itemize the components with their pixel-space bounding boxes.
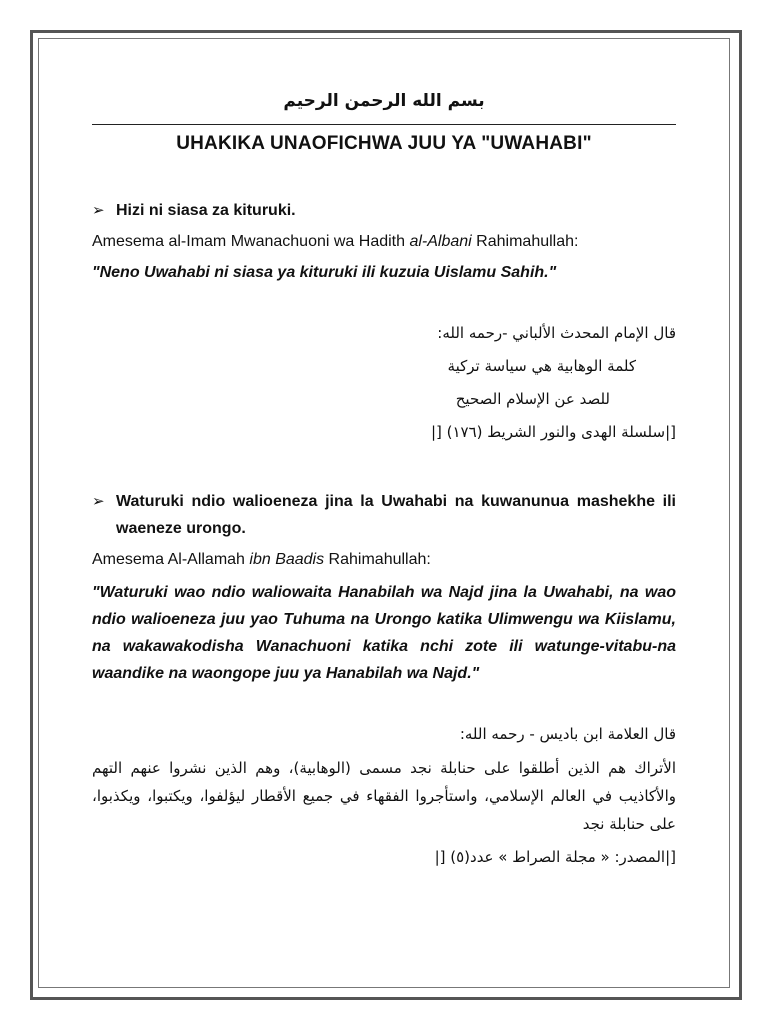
section1-intro	[92, 228, 676, 255]
arabic-source-2: [|المصدر: « مجلة الصراط » عدد(٥) [|	[434, 848, 676, 866]
arabic-line-2: كلمة الوهابية هي سياسة تركية	[447, 357, 636, 375]
section1-bullet	[92, 197, 676, 224]
arabic-line-1: قال الإمام المحدث الألباني -رحمه الله:	[437, 324, 676, 342]
section2-intro-suffix: Rahimahullah:	[324, 551, 431, 568]
page-title: UHAKIKA UNAOFICHWA JUU YA "UWAHABI"	[176, 133, 592, 154]
title-divider	[92, 124, 676, 125]
section2-intro-prefix: Amesema Al-Allamah	[92, 551, 250, 568]
arabic-source-1: [|سلسلة الهدى والنور الشريط (١٧٦) [|	[430, 423, 676, 441]
bullet-arrow-icon: ➢	[92, 493, 105, 510]
section1-intro-name: al-Albani	[409, 233, 472, 250]
section2-intro-name: ibn Baadis	[249, 551, 325, 568]
section1-bullet-text: Hizi ni siasa za kituruki.	[116, 202, 296, 219]
section1-quote: "Neno Uwahabi ni siasa ya kituruki ili kuzuia Uislamu Sahih."	[92, 264, 557, 281]
bullet-arrow-icon: ➢	[92, 202, 105, 219]
section2-bullet-text: Waturuki ndio walioeneza jina la Uwahabi na kuwanunua mashekhe ili waeneze urongo.	[116, 493, 676, 537]
section2-intro	[92, 546, 676, 573]
arabic-heading-2: قال العلامة ابن باديس - رحمه الله:	[459, 725, 676, 743]
arabic-line-3: للصد عن الإسلام الصحيح	[455, 390, 610, 408]
section2-quote: "Waturuki wao ndio waliowaita Hanabilah wa Najd jina la Uwahabi, na wao ndio walioeneza juu yao Tuhuma na Urongo katika Ulimwengu wa Kiislamu, na wakawakodisha Wanachuoni katika nchi zote ili watunge-vitabu-na waandike na waongope juu ya Hanabilah wa Najd."	[92, 584, 676, 682]
basmala: بسم الله الرحمن الرحيم	[283, 91, 485, 111]
arabic-paragraph-2: الأتراك هم الذين أطلقوا على حنابلة نجد مسمى (الوهابية)، وهم الذين نشروا عنهم التهم والأكاذيب في العالم الإسلامي، واستأجروا الفقهاء في جميع الأقطار ليؤلفوا، ويكتبوا، ويكذبوا، على حنابلة نجد	[92, 759, 676, 833]
section1-intro-suffix: Rahimahullah:	[471, 233, 579, 250]
section1-intro-prefix: Amesema al-Imam Mwanachuoni wa Hadith	[92, 233, 410, 250]
section2-bullet	[92, 488, 676, 542]
page-content	[92, 88, 676, 873]
